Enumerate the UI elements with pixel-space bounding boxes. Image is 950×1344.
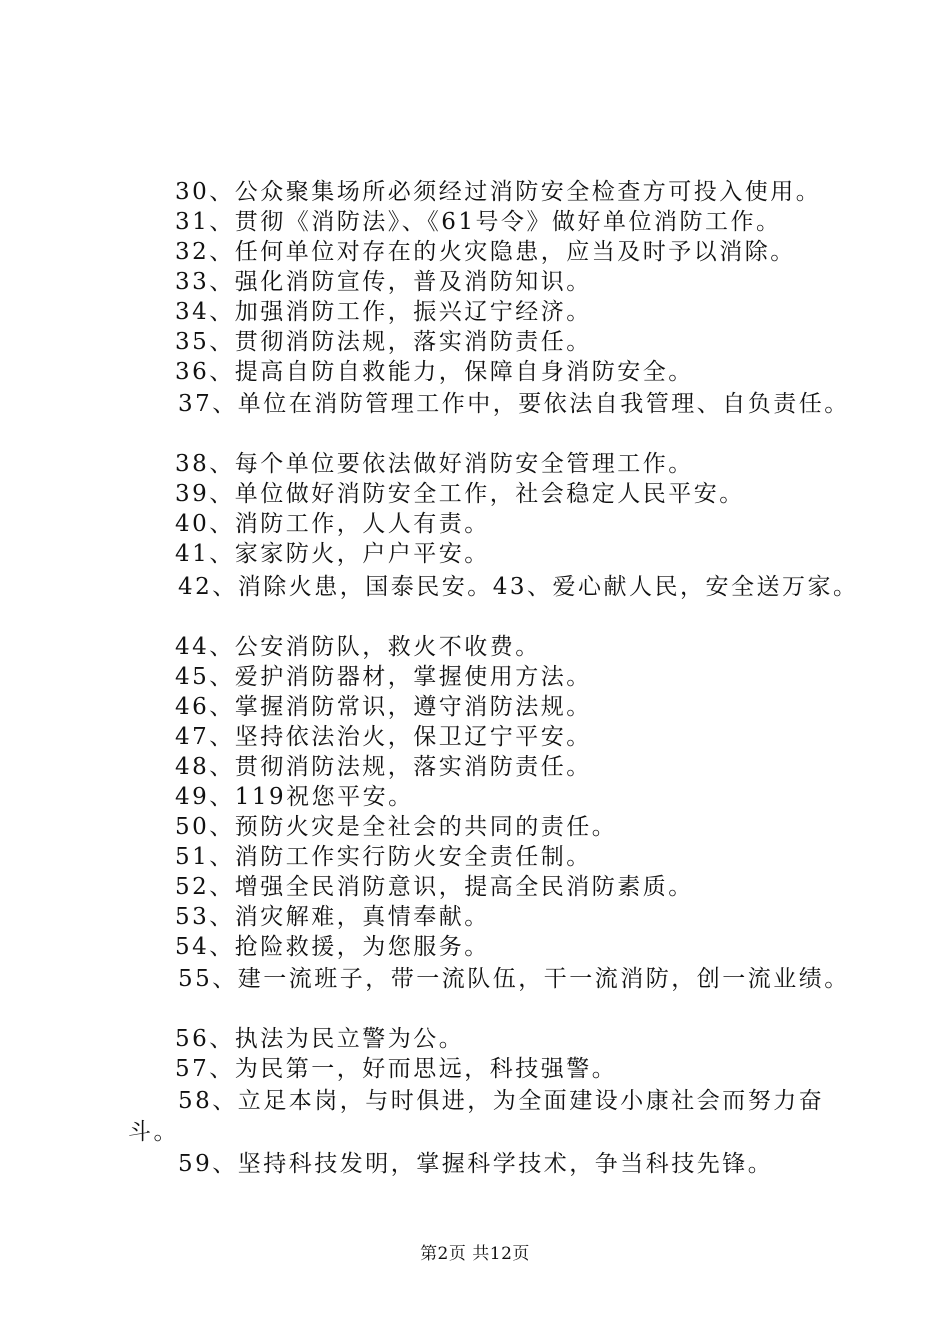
slogan-line-35: 35、贯彻消防法规，落实消防责任。 bbox=[175, 329, 592, 355]
slogan-line-53: 53、消灾解难，真情奉献。 bbox=[175, 904, 490, 930]
slogan-line-57: 57、为民第一，好而思远，科技强警。 bbox=[175, 1056, 618, 1082]
slogan-line-59: 59、坚持科技发明，掌握科学技术，争当科技先锋。 bbox=[178, 1151, 774, 1177]
slogan-line-39: 39、单位做好消防安全工作，社会稳定人民平安。 bbox=[175, 481, 745, 507]
slogan-line-36: 36、提高自防自救能力，保障自身消防安全。 bbox=[175, 359, 694, 385]
slogan-line-52: 52、增强全民消防意识，提高全民消防素质。 bbox=[175, 874, 694, 900]
slogan-line-54: 54、抢险救援，为您服务。 bbox=[175, 934, 490, 960]
slogan-line-41: 41、家家防火，户户平安。 bbox=[175, 541, 490, 567]
slogan-line-33: 33、强化消防宣传，普及消防知识。 bbox=[175, 269, 592, 295]
slogan-line-37: 37、单位在消防管理工作中，要依法自我管理、自负责任。 bbox=[178, 391, 850, 417]
slogan-line-50: 50、预防火灾是全社会的共同的责任。 bbox=[175, 814, 618, 840]
slogan-line-38: 38、每个单位要依法做好消防安全管理工作。 bbox=[175, 451, 694, 477]
slogan-line-42-43: 42、消除火患，国泰民安。43、爱心献人民，安全送万家。 bbox=[178, 574, 859, 600]
slogan-line-47: 47、坚持依法治火，保卫辽宁平安。 bbox=[175, 724, 592, 750]
slogan-line-58: 58、立足本岗，与时俱进，为全面建设小康社会而努力奋 bbox=[178, 1088, 825, 1114]
slogan-line-51: 51、消防工作实行防火安全责任制。 bbox=[175, 844, 592, 870]
slogan-line-32: 32、任何单位对存在的火灾隐患，应当及时予以消除。 bbox=[175, 239, 796, 265]
slogan-line-45: 45、爱护消防器材，掌握使用方法。 bbox=[175, 664, 592, 690]
slogan-line-46: 46、掌握消防常识，遵守消防法规。 bbox=[175, 694, 592, 720]
page-number-footer: 第2页 共12页 bbox=[420, 1244, 530, 1264]
slogan-line-34: 34、加强消防工作，振兴辽宁经济。 bbox=[175, 299, 592, 325]
slogan-line-30: 30、公众聚集场所必须经过消防安全检查方可投入使用。 bbox=[175, 179, 822, 205]
slogan-line-49: 49、119祝您平安。 bbox=[175, 784, 414, 810]
slogan-line-55: 55、建一流班子，带一流队伍，干一流消防，创一流业绩。 bbox=[178, 966, 850, 992]
slogan-line-44: 44、公安消防队，救火不收费。 bbox=[175, 634, 541, 660]
slogan-line-48: 48、贯彻消防法规，落实消防责任。 bbox=[175, 754, 592, 780]
slogan-line-58-continued: 斗。 bbox=[128, 1119, 179, 1145]
slogan-line-40: 40、消防工作，人人有责。 bbox=[175, 511, 490, 537]
slogan-line-56: 56、执法为民立警为公。 bbox=[175, 1026, 465, 1052]
slogan-line-31: 31、贯彻《消防法》、《61号令》做好单位消防工作。 bbox=[175, 209, 782, 235]
